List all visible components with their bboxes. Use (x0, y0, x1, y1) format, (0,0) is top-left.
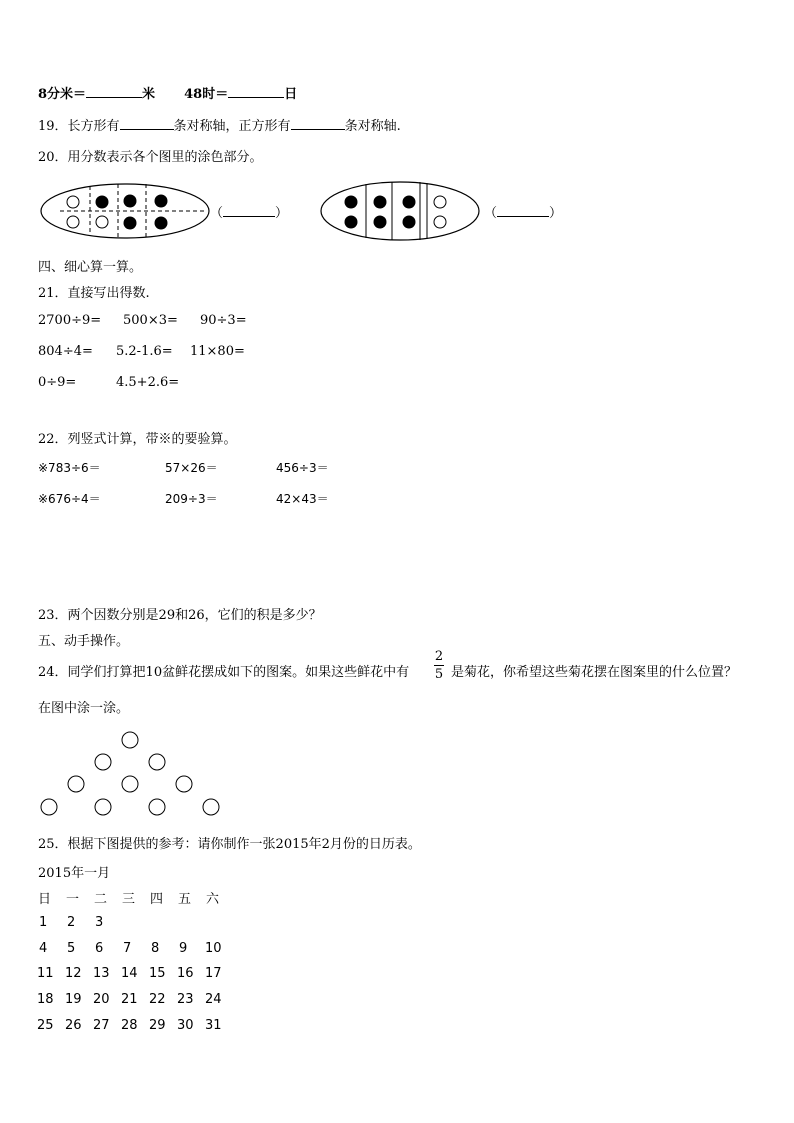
flower-circle[interactable] (68, 776, 84, 792)
calendar-weekday: 三 (122, 892, 136, 907)
calendar-day: 13 (93, 966, 110, 981)
calendar-day: 21 (121, 992, 138, 1007)
q22-item: 209÷3＝ (165, 492, 218, 506)
calendar-day: 29 (149, 1018, 166, 1033)
calendar-day: 23 (177, 992, 194, 1007)
q21-title: 21．直接写出得数. (38, 286, 150, 301)
q22-item: 42×43＝ (276, 492, 329, 506)
calendar-day: 14 (121, 966, 138, 981)
flower-circle[interactable] (149, 754, 165, 770)
calendar-day: 11 (37, 966, 54, 981)
q19-answer-blank-2[interactable] (291, 117, 345, 130)
q24-text-line2: 在图中涂一涂。 (38, 701, 130, 716)
q21-item: 2700÷9= (38, 313, 102, 328)
calendar-weekday: 六 (206, 892, 220, 907)
calendar-day: 8 (151, 941, 160, 956)
q24-text-before: 24．同学们打算把10盆鲜花摆成如下的图案。如果这些鲜花中有 (38, 665, 410, 680)
calendar-day: 28 (121, 1018, 138, 1033)
q19-text-1: 19．长方形有 (38, 119, 120, 134)
q22-item: ※676÷4＝ (38, 492, 101, 506)
calendar-day: 25 (37, 1018, 54, 1033)
flower-circle[interactable] (122, 776, 138, 792)
q24-text-after: 是菊花，你希望这些菊花摆在图案里的什么位置？ (451, 665, 738, 680)
q19-text-2: 条对称轴，正方形有 (173, 119, 291, 134)
q19-line (38, 115, 401, 134)
q19-answer-blank-1[interactable] (120, 117, 174, 130)
calendar-day: 9 (179, 941, 188, 956)
calendar-day: 31 (205, 1018, 222, 1033)
calendar-weekday: 五 (178, 892, 192, 907)
q18-answer-blank-1[interactable] (86, 85, 142, 98)
q21-item: 90÷3= (200, 313, 247, 328)
q20-answer-blank-1[interactable] (223, 204, 275, 217)
calendar-weekday: 日 (38, 892, 52, 907)
q24-fraction-denominator: 5 (434, 667, 444, 682)
flower-circle[interactable] (41, 799, 57, 815)
q19-text-3: 条对称轴. (344, 119, 401, 134)
calendar-day: 22 (149, 992, 166, 1007)
calendar-day: 5 (67, 941, 76, 956)
calendar-day: 20 (93, 992, 110, 1007)
calendar-day: 3 (95, 915, 104, 930)
calendar-day: 16 (177, 966, 194, 981)
calendar-day: 30 (177, 1018, 194, 1033)
calendar-day: 19 (65, 992, 82, 1007)
calendar-day: 27 (93, 1018, 110, 1033)
q25-text: 25．根据下图提供的参考：请你制作一张2015年2月份的日历表。 (38, 837, 421, 852)
q18-line (38, 83, 297, 102)
q18-part1-label: 8分米＝ (38, 87, 87, 102)
calendar-day: 6 (95, 941, 104, 956)
q20-figure-1 (40, 181, 210, 241)
calendar-weekday: 二 (94, 892, 108, 907)
q21-item: 11×80= (190, 344, 245, 359)
q20-answer-blank-2[interactable] (497, 204, 549, 217)
calendar-weekday: 四 (150, 892, 164, 907)
calendar-day: 17 (205, 966, 222, 981)
q22-item: ※783÷6＝ (38, 461, 101, 475)
q22-title: 22．列竖式计算，带※的要验算。 (38, 432, 237, 447)
q20-figure-2 (320, 180, 480, 242)
q22-item: 456÷3＝ (276, 461, 329, 475)
q22-item: 57×26＝ (165, 461, 218, 475)
q21-item: 4.5+2.6= (116, 375, 180, 390)
q24-flower-pattern (38, 730, 238, 820)
calendar-day: 1 (39, 915, 48, 930)
flower-circle[interactable] (95, 754, 111, 770)
q20-title: 20．用分数表示各个图里的涂色部分。 (38, 150, 263, 165)
q24-fraction-numerator: 2 (434, 649, 444, 664)
q20-answer-1: （ ） (210, 206, 289, 221)
q21-item: 0÷9= (38, 375, 77, 390)
q20-answer-2: （ ） (484, 206, 563, 221)
calendar-day: 24 (205, 992, 222, 1007)
calendar-title: 2015年一月 (38, 866, 111, 881)
q18-part2-label: 48时＝ (184, 87, 229, 102)
calendar-day: 18 (37, 992, 54, 1007)
flower-circle[interactable] (149, 799, 165, 815)
q21-item: 500×3= (123, 313, 178, 328)
flower-circle[interactable] (203, 799, 219, 815)
q21-item: 5.2-1.6= (116, 344, 173, 359)
section-4-heading: 四、细心算一算。 (38, 260, 143, 275)
q18-part1-unit: 米 (142, 87, 156, 102)
calendar-weekday: 一 (66, 892, 80, 907)
calendar-day: 7 (123, 941, 132, 956)
q24-fraction (434, 649, 444, 682)
q18-part2-unit: 日 (284, 87, 298, 102)
q21-item: 804÷4= (38, 344, 93, 359)
calendar-day: 12 (65, 966, 82, 981)
flower-circle[interactable] (176, 776, 192, 792)
section-5-heading: 五、动手操作。 (38, 634, 130, 649)
flower-circle[interactable] (122, 732, 138, 748)
q23-text: 23．两个因数分别是29和26，它们的积是多少？ (38, 608, 322, 623)
calendar-day: 10 (205, 941, 222, 956)
calendar-day: 26 (65, 1018, 82, 1033)
q18-answer-blank-2[interactable] (228, 85, 284, 98)
flower-circle[interactable] (95, 799, 111, 815)
calendar-day: 15 (149, 966, 166, 981)
calendar-day: 2 (67, 915, 76, 930)
calendar-day: 4 (39, 941, 48, 956)
